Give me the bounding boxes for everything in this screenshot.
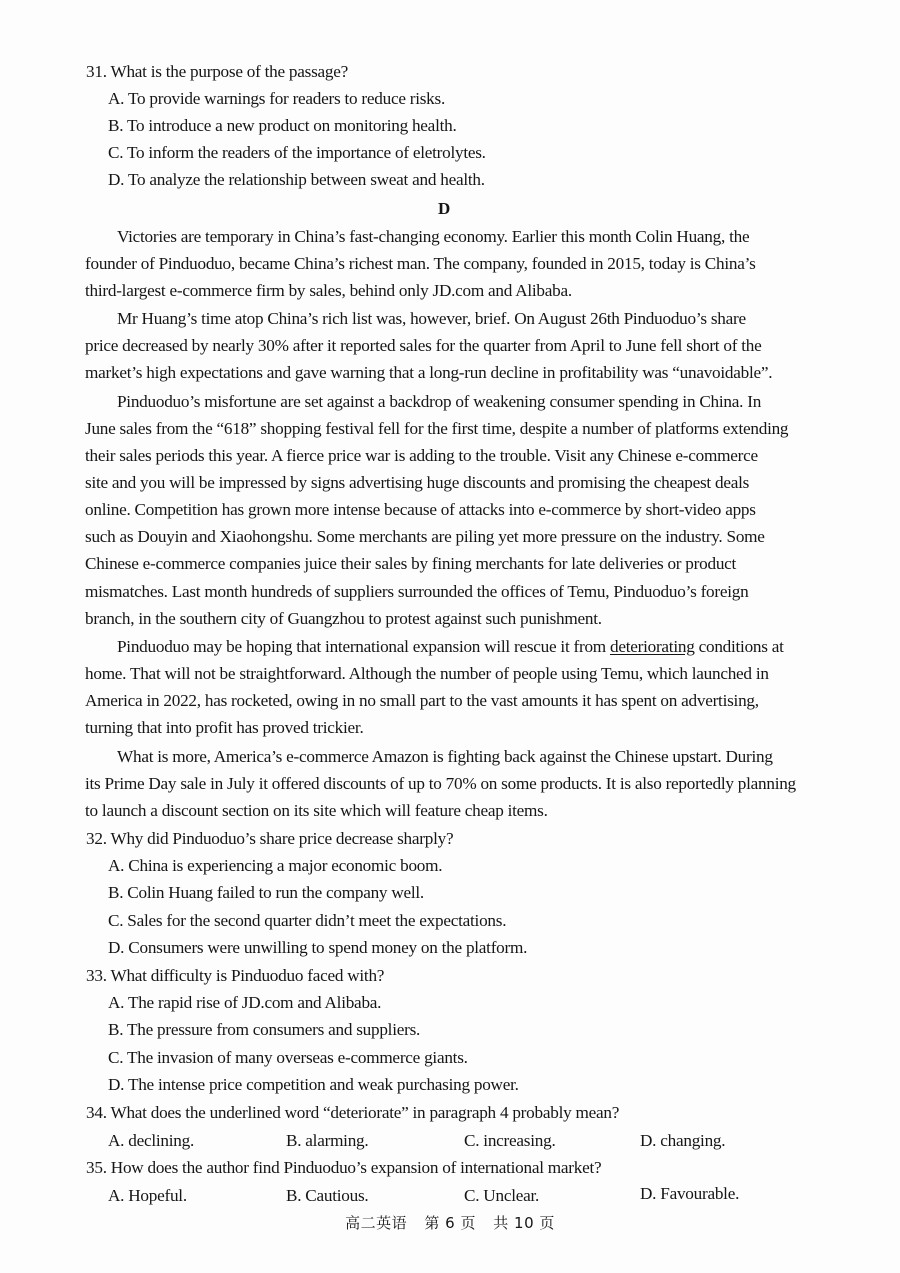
paragraph-4-line: turning that into profit has proved trickier. [85, 718, 364, 737]
option-33-b: B. The pressure from consumers and suppliers. [108, 1020, 421, 1039]
underlined-word: deteriorating [609, 637, 695, 656]
paragraph-2-line: price decreased by nearly 30% after it reported sales for the quarter from April to June fell short of the [85, 336, 762, 355]
paragraph-4-text: Pinduoduo may be hoping that international expansion will rescue it from [117, 637, 606, 656]
option-32-d: D. Consumers were unwilling to spend money on the platform. [108, 938, 528, 957]
footer-subject: 高二英语 [345, 1214, 408, 1232]
paragraph-3-line: Chinese e-commerce companies juice their sales by fining merchants for late deliveries or product [85, 554, 737, 573]
option-34-d: D. changing. [640, 1131, 726, 1150]
paragraph-4-line: America in 2022, has rocketed, owing in no small part to the vast amounts it has spent on advertising, [85, 691, 759, 710]
paragraph-4-line: home. That will not be straightforward. Although the number of people using Temu, which launched in [85, 664, 769, 683]
page-footer [0, 1212, 900, 1233]
option-31-d: D. To analyze the relationship between sweat and health. [108, 170, 485, 189]
question-31 [86, 62, 348, 82]
paragraph-2-line: market’s high expectations and gave warning that a long-run decline in profitability was “unavoidable”. [85, 363, 773, 382]
paragraph-4-line [117, 637, 784, 657]
question-32: 32. Why did Pinduoduo’s share price decrease sharply? [86, 829, 454, 848]
paragraph-3-line: Pinduoduo’s misfortune are set against a backdrop of weakening consumer spending in China. In [117, 392, 762, 411]
option-33-c: C. The invasion of many overseas e-commerce giants. [108, 1048, 468, 1067]
paragraph-5-line: to launch a discount section on its site which will feature cheap items. [85, 801, 548, 820]
paragraph-3-line: site and you will be impressed by signs advertising huge discounts and promising the cheapest deals [85, 473, 750, 492]
option-35-d: D. Favourable. [640, 1184, 740, 1203]
paragraph-3-line: such as Douyin and Xiaohongshu. Some merchants are piling yet more pressure on the industry. Some [85, 527, 765, 546]
paragraph-3-line: their sales periods this year. A fierce price war is adding to the trouble. Visit any Chinese e-commerce [85, 446, 758, 465]
option-35-c: C. Unclear. [464, 1186, 540, 1205]
paragraph-5-line: its Prime Day sale in July it offered discounts of up to 70% on some products. It is also reportedly planning [85, 774, 796, 793]
question-text: What is the purpose of the passage? [110, 62, 349, 81]
paragraph-3-line: branch, in the southern city of Guangzhou to protest against such punishment. [85, 609, 602, 628]
option-35-a: A. Hopeful. [108, 1186, 187, 1205]
option-32-a: A. China is experiencing a major economic boom. [108, 856, 443, 875]
paragraph-3-line: online. Competition has grown more intense because of attacks into e-commerce by short-video apps [85, 500, 756, 519]
option-34-c: C. increasing. [464, 1131, 556, 1150]
option-31-a: A. To provide warnings for readers to reduce risks. [108, 89, 446, 108]
option-33-d: D. The intense price competition and weak purchasing power. [108, 1075, 519, 1094]
option-31-c: C. To inform the readers of the importance of eletrolytes. [108, 143, 486, 162]
question-number: 31. [86, 62, 107, 81]
footer-page-number: 第 6 页 [424, 1214, 476, 1232]
paragraph-1-line: Victories are temporary in China’s fast-changing economy. Earlier this month Colin Huang, the [117, 227, 750, 246]
section-heading: D [438, 199, 451, 218]
option-32-c: C. Sales for the second quarter didn’t meet the expectations. [108, 911, 507, 930]
paragraph-1-line: third-largest e-commerce firm by sales, behind only JD.com and Alibaba. [85, 281, 572, 300]
paragraph-3-line: mismatches. Last month hundreds of suppliers surrounded the offices of Temu, Pinduoduo’s foreign [85, 582, 749, 601]
paragraph-5-line: What is more, America’s e-commerce Amazon is fighting back against the Chinese upstart. During [117, 747, 773, 766]
footer-total-pages: 共 10 页 [493, 1214, 555, 1232]
option-34-b: B. alarming. [286, 1131, 369, 1150]
paragraph-4-text: conditions at [698, 637, 784, 656]
option-34-a: A. declining. [108, 1131, 195, 1150]
paragraph-3-line: June sales from the “618” shopping festival fell for the first time, despite a number of platforms extending [85, 419, 789, 438]
question-35: 35. How does the author find Pinduoduo’s expansion of international market? [86, 1158, 602, 1177]
paragraph-2-line: Mr Huang’s time atop China’s rich list was, however, brief. On August 26th Pinduoduo’s share [117, 309, 746, 328]
option-32-b: B. Colin Huang failed to run the company well. [108, 883, 424, 902]
option-31-b: B. To introduce a new product on monitoring health. [108, 116, 457, 135]
question-34: 34. What does the underlined word “deteriorate” in paragraph 4 probably mean? [86, 1103, 620, 1122]
option-35-b: B. Cautious. [286, 1186, 369, 1205]
paragraph-1-line: founder of Pinduoduo, became China’s richest man. The company, founded in 2015, today is China’s [85, 254, 756, 273]
question-33: 33. What difficulty is Pinduoduo faced with? [86, 966, 385, 985]
option-33-a: A. The rapid rise of JD.com and Alibaba. [108, 993, 382, 1012]
